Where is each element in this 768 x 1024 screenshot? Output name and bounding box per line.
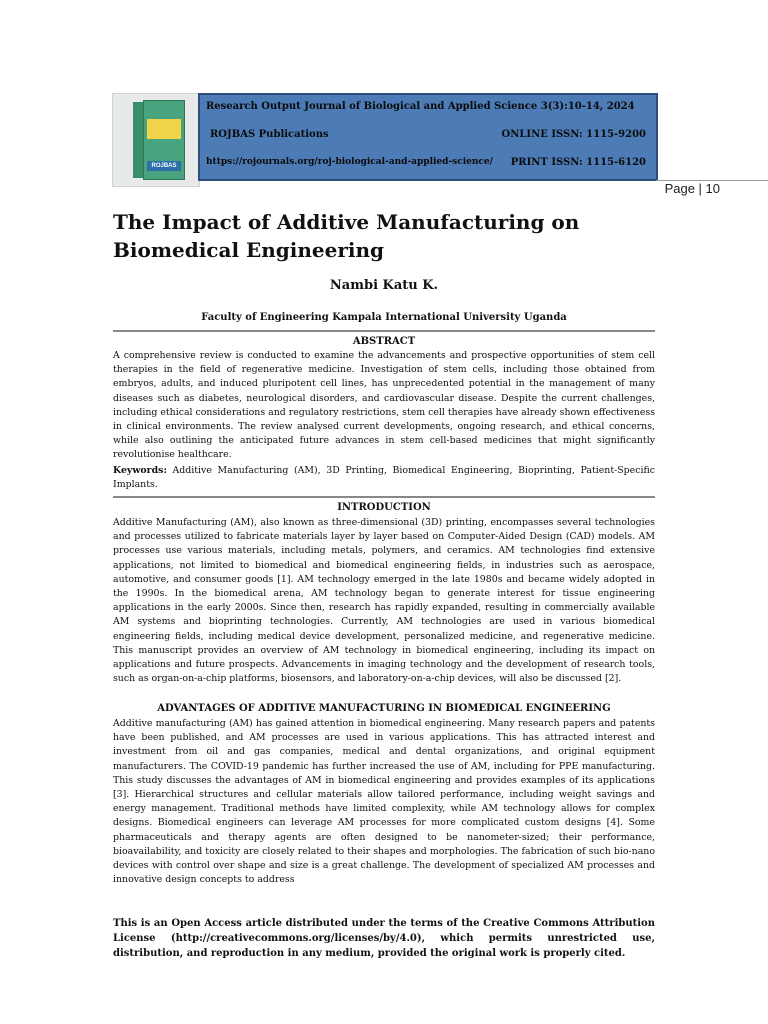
keywords-list: Additive Manufacturing (AM), 3D Printing, Biomedical Engineering, Bioprinting, Patient-Specific Implants. (113, 465, 655, 491)
journal-url[interactable]: https://rojournals.org/roj-biological-and-applied-science/ (206, 157, 493, 167)
license-note: This is an Open Access article distributed under the terms of the Creative Commons Attribution License (http://creativecommons.org/licenses/by/4.0), which permits unrestricted use, distribution, and reproduction in any medium, provided the original work is properly cited. (113, 918, 655, 959)
abstract-bottom-rule (113, 496, 655, 498)
author-affiliation: Faculty of Engineering Kampala International University Uganda (201, 312, 567, 323)
journal-citation: Research Output Journal of Biological and Applied Science 3(3):10-14, 2024 (206, 101, 635, 112)
introduction-heading: INTRODUCTION (337, 502, 431, 513)
author-name: Nambi Katu K. (329, 278, 439, 293)
introduction-text: Additive Manufacturing (AM), also known as three-dimensional (3D) printing, encompasses several technologies and processes utilized to fabricate materials layer by layer based on Computer-Aided Design (CAD) models. AM processes use various materials, including metals, polymers, and ceramics. AM technologies find extensive applications, not limited to biomedical and biomedical engineering fields, in industries such as aerospace, automotive, and consumer goods [1]. AM technology emerged in the late 1980s and became widely adopted in the 1990s. In the biomedical arena, AM technology began to generate interest for tissue engineering applications in the early 2000s. Since then, research has rapidly expanded, resulting in commercially available AM systems and bioprinting technologies. Currently, AM technologies are used in various biomedical engineering fields, including medical device development, personalized medicine, and regenerative medicine. This manuscript provides an overview of AM technology in biomedical engineering, including its impact on applications and future prospects. Advancements in imaging technology and the development of research tools, such as organ-on-a-chip platforms, biosensors, and laboratory-on-a-chip devices, will also be discussed [2]. (113, 517, 655, 685)
publisher-name: ROJBAS Publications (210, 129, 329, 140)
print-issn: PRINT ISSN: 1115-6120 (510, 157, 646, 168)
journal-header-banner (198, 93, 658, 181)
journal-cover-image (112, 93, 200, 187)
cover-band (147, 119, 181, 139)
book-spine (133, 102, 143, 178)
abstract-text: A comprehensive review is conducted to examine the advancements and prospective opportunities of stem cell therapies in the field of regenerative medicine. Investigation of stem cells, including those obtained from embryos, adults, and induced pluripotent cell lines, has unprecedented potential in the management of many diseases such as diabetes, neurological disorders, and cardiovascular disease. Despite the current challenges, including ethical considerations and regulatory restrictions, stem cell therapies have already shown effectiveness in clinical environments. The review analysed current developments, ongoing research, and ethical concerns, while also outlining the anticipated future advances in stem cell-based medicines that might significantly revolutionise healthcare. (113, 350, 655, 461)
paper-title: The Impact of Additive Manufacturing on Biomedical Engineering (113, 210, 580, 262)
book-front (143, 100, 185, 180)
abstract-top-rule (113, 330, 655, 332)
advantages-text: Additive manufacturing (AM) has gained attention in biomedical engineering. Many research papers and patents have been published, and AM processes are used in various applications. This has attracted interest and investment from oil and gas companies, medical and dental organizations, and original equipment manufacturers. The COVID-19 pandemic has further increased the use of AM, including for PPE manufacturing. This study discusses the advantages of AM in biomedical engineering and provides examples of its applications [3]. Hierarchical structures and cellular materials allow tailored performance, including weight savings and energy management. Traditional methods have limited complexity, while AM technology allows for complex designs. Biomedical engineers can leverage AM processes for more complicated custom designs [4]. Some pharmaceuticals and therapy agents are often designed to be nanometer-sized; their performance, bioavailability, and toxicity are closely related to their shapes and morphologies. The fabrication of such bio-nano devices with control over shape and size is a great challenge. The development of specialized AM processes and innovative design concepts to address (113, 718, 655, 886)
page-number: Page | 10 (664, 181, 720, 196)
abstract-heading: ABSTRACT (352, 336, 416, 347)
cover-logo: ROJBAS (147, 161, 181, 171)
online-issn: ONLINE ISSN: 1115-9200 (501, 129, 646, 140)
keywords (113, 464, 655, 492)
advantages-heading: ADVANTAGES OF ADDITIVE MANUFACTURING IN BIOMEDICAL ENGINEERING (157, 703, 611, 714)
keywords-label: Keywords: (113, 465, 167, 476)
